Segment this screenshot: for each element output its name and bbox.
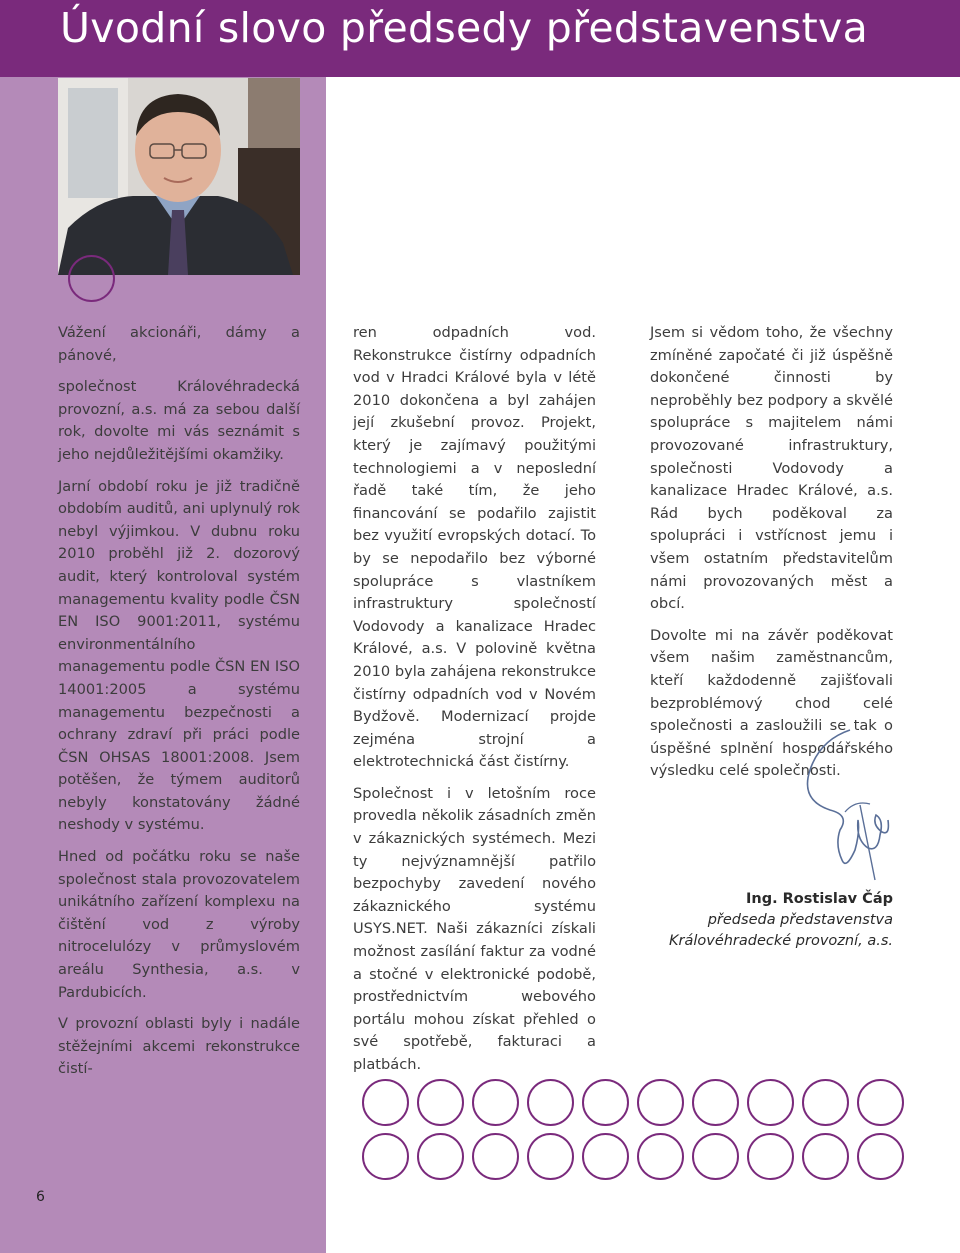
- ring-icon: [747, 1079, 794, 1126]
- paragraph: společnost Královéhradecká provozní, a.s. má za sebou další rok, dovolte mi vás seznámit s jeho nejdůležitějšími okamžiky.: [58, 378, 300, 463]
- ring-icon: [527, 1079, 574, 1126]
- paragraph: Jarní období roku je již tradičně obdobím auditů, ani uplynulý rok nebyl výjimkou. V dubnu roku 2010 proběhl již 2. dozorový audit, který kontroloval systém managementu kvality podle ČSN EN ISO 9001:2011, systému environmentálního managementu podle ČSN EN ISO 14001:2005 a systému managementu bezpečnosti a ochrany zdraví při práci podle ČSN OHSAS 18001:2008. Jsem potěšen, že týmem auditorů nebyly konstatovány žádné neshody v systému.: [58, 477, 300, 834]
- paragraph: Jsem si vědom toho, že všechny zmíněné započaté či již úspěšně dokončené činnosti by neproběhly bez podpory a skvělé spolupráce s majitelem námi provozované infrastruktury, společnosti Vodovody a kanalizace Hradec Králové, a.s. Rád bych poděkoval za spolupráci i vstřícnost jemu i všem ostatním představitelům námi provozovaných měst a obcí.: [650, 324, 893, 613]
- page-header: [0, 0, 960, 77]
- ring-icon: [527, 1133, 574, 1180]
- decorative-ring-icon: [68, 255, 115, 302]
- ring-icon: [362, 1079, 409, 1126]
- paragraph: V provozní oblasti byly i nadále stěžejními akcemi rekonstrukce čistí-: [58, 1015, 300, 1078]
- ring-icon: [802, 1133, 849, 1180]
- text-column-1: [58, 322, 300, 1090]
- paragraph: Vážení akcionáři, dámy a pánové,: [58, 324, 300, 364]
- ring-icon: [472, 1079, 519, 1126]
- ring-icon: [637, 1079, 684, 1126]
- ring-icon: [692, 1079, 739, 1126]
- chairman-photo: [58, 78, 300, 275]
- page-number: 6: [36, 1189, 45, 1205]
- ring-icon: [857, 1133, 904, 1180]
- text-column-2: [353, 322, 596, 1086]
- ring-icon: [582, 1133, 629, 1180]
- signatory-name: Ing. Rostislav Čáp: [745, 891, 893, 907]
- page-title: Úvodní slovo předsedy představenstva: [60, 4, 869, 52]
- ring-icon: [362, 1133, 409, 1180]
- ring-icon: [417, 1133, 464, 1180]
- ring-icon: [417, 1079, 464, 1126]
- ring-icon: [747, 1133, 794, 1180]
- ring-icon: [857, 1079, 904, 1126]
- signatory-role: předseda představenstva: [707, 912, 893, 928]
- handwritten-signature: [780, 720, 900, 885]
- ring-icon: [472, 1133, 519, 1180]
- ring-icon: [802, 1079, 849, 1126]
- signature-block: [669, 889, 893, 952]
- paragraph: ren odpadních vod. Rekonstrukce čistírny odpadních vod v Hradci Králové byla v létě 2010 dokončena a byl zahájen její zkušební provoz. Projekt, který je zajímavý použitými technologiemi a v neposlední řadě také tím, že jeho financování se podařilo zajistit bez využití evropských dotací. To by se nepodařilo bez výborné spolupráce s vlastníkem infrastruktury společností Vodovody a kanalizace Hradec Králové, a.s. V polovině května 2010 byla zahájena rekonstrukce čistírny odpadních vod v Novém Bydžově. Modernizací projde zejména strojní a elektrotechnická část čistírny.: [353, 324, 596, 771]
- signatory-company: Královéhradecké provozní, a.s.: [668, 933, 893, 949]
- ring-icon: [637, 1133, 684, 1180]
- paragraph: Hned od počátku roku se naše společnost stala provozovatelem unikátního zařízení komplexu na čištění vod z výroby nitrocelulózy v průmyslovém areálu Synthesia, a.s. v Pardubicích.: [58, 848, 300, 1001]
- paragraph: Dovolte mi na závěr poděkovat všem našim zaměstnancům, kteří každodenně zajišťovali bezproblémový chod celé společnosti a zasloužili se tak o úspěšné splnění hospodářského výsledku celé společnosti.: [650, 626, 893, 780]
- ring-icon: [692, 1133, 739, 1180]
- paragraph: Společnost i v letošním roce provedla několik zásadních změn v zákaznických systémech. Mezi ty nejvýznamnější patřilo bezpochyby zavedení nového zákaznického systému USYS.NET. Naši zákazníci získali možnost zasílání faktur za vodné a stočné v elektronické podobě, prostřednictvím webového portálu mohou získat přehled o své spotřebě, fakturaci a platbách.: [353, 784, 596, 1073]
- ring-icon: [582, 1079, 629, 1126]
